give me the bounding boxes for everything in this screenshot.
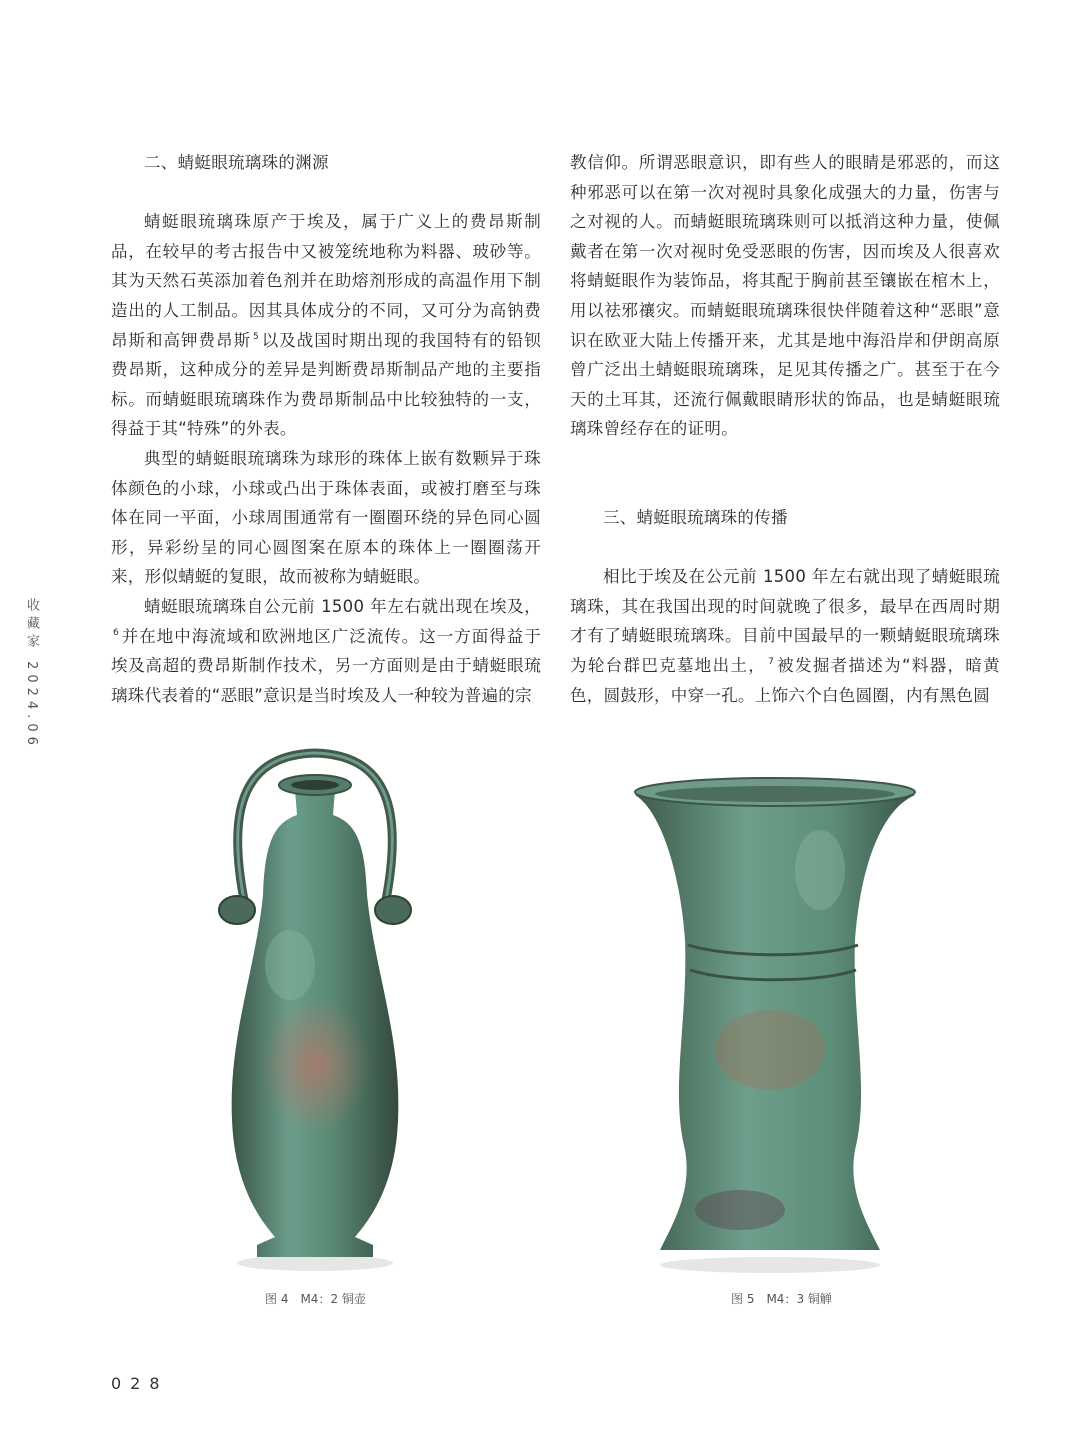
footnote-ref[interactable]: 6 xyxy=(113,628,120,638)
page-number: 028 xyxy=(111,1374,169,1393)
paragraph: 教信仰。所谓恶眼意识，即有些人的眼睛是邪恶的，而这种邪恶可以在第一次对视时具象化成强大的力量，伤害与之对视的人。而蜻蜓眼琉璃珠则可以抵消这种力量，使佩戴者在第一次对视时免受恶眼的伤害，因而埃及人很喜欢将蜻蜓眼作为装饰品，将其配于胸前甚至镶嵌在棺木上，用以祛邪禳灾。而蜻蜓眼琉璃珠很快伴随着这种“恶眼”意识在欧亚大陆上传播开来，尤其是地中海沿岸和伊朗高原曾广泛出土蜻蜓眼琉璃珠，足见其传播之广。甚至于在今天的土耳其，还流行佩戴眼睛形状的饰品，也是蜻蜓眼琉璃珠曾经存在的证明。 xyxy=(570,153,1000,439)
right-column xyxy=(570,148,1000,710)
paragraph xyxy=(570,562,1000,710)
paragraph xyxy=(111,207,541,444)
figure-bronze-hu-vase xyxy=(205,745,425,1275)
paragraph: 典型的蜻蜓眼琉璃珠为球形的珠体上嵌有数颗异于珠体颜色的小球，小球或凸出于珠体表面，或被打磨至与珠体在同一平面，小球周围通常有一圈圈环绕的异色同心圆形，异彩纷呈的同心圆图案在原本的珠体上一圈圈荡开来，形似蜻蜓的复眼，故而被称为蜻蜓眼。 xyxy=(111,448,541,587)
paragraph-text: 蜻蜓眼琉璃珠自公元前 1500 年左右就出现在埃及， xyxy=(144,596,541,616)
figure-caption: 图 4 M4：2 铜壶 xyxy=(265,1292,366,1306)
paragraph-text: 以及战国时期出现的我国特有的铅钡费昂斯，这种成分的差异是判断费昂斯制品产地的主要指标。而蜻蜓眼琉璃珠作为费昂斯制品中比较独特的一支，得益于其“特殊”的外表。 xyxy=(111,330,541,439)
running-head: 收藏家 2024.06 xyxy=(24,598,39,750)
section-heading-3: 三、蜻蜓眼琉璃珠的传播 xyxy=(603,507,788,527)
figure-bronze-zhi-vessel xyxy=(630,770,920,1275)
section-heading-2: 二、蜻蜓眼琉璃珠的渊源 xyxy=(144,153,329,172)
paragraph-text: 被发掘者描述为“料器，暗黄色，圆鼓形，中穿一孔。上饰六个白色圆圈，内有黑色圆 xyxy=(570,655,1000,705)
paragraph-text: 并在地中海流域和欧洲地区广泛流传。这一方面得益于埃及高超的费昂斯制作技术，另一方面则是由于蜻蜓眼琉璃珠代表着的“恶眼”意识是当时埃及人一种较为普遍的宗 xyxy=(111,626,541,705)
footnote-ref[interactable]: 5 xyxy=(252,332,260,343)
footnote-ref[interactable]: 7 xyxy=(768,657,775,668)
figure-caption: 图 5 M4：3 铜觯 xyxy=(731,1292,832,1306)
paragraph xyxy=(111,592,541,710)
paragraph-text: 蜻蜓眼琉璃珠原产于埃及，属于广义上的费昂斯制品，在较早的考古报告中又被笼统地称为料器、玻砂等。其为天然石英添加着色剂并在助熔剂形成的高温作用下制造出的人工制品。因其具体成分的不同，又可分为高钠费昂斯和高钾费昂斯 xyxy=(111,212,541,350)
paragraph-text: 相比于埃及在公元前 1500 年左右就出现了蜻蜓眼琉璃珠，其在我国出现的时间就晚了很多，最早在西周时期才有了蜻蜓眼琉璃珠。目前中国最早的一颗蜻蜓眼琉璃珠为轮台群巴克墓地出土， xyxy=(570,567,1000,675)
left-column xyxy=(111,148,541,710)
